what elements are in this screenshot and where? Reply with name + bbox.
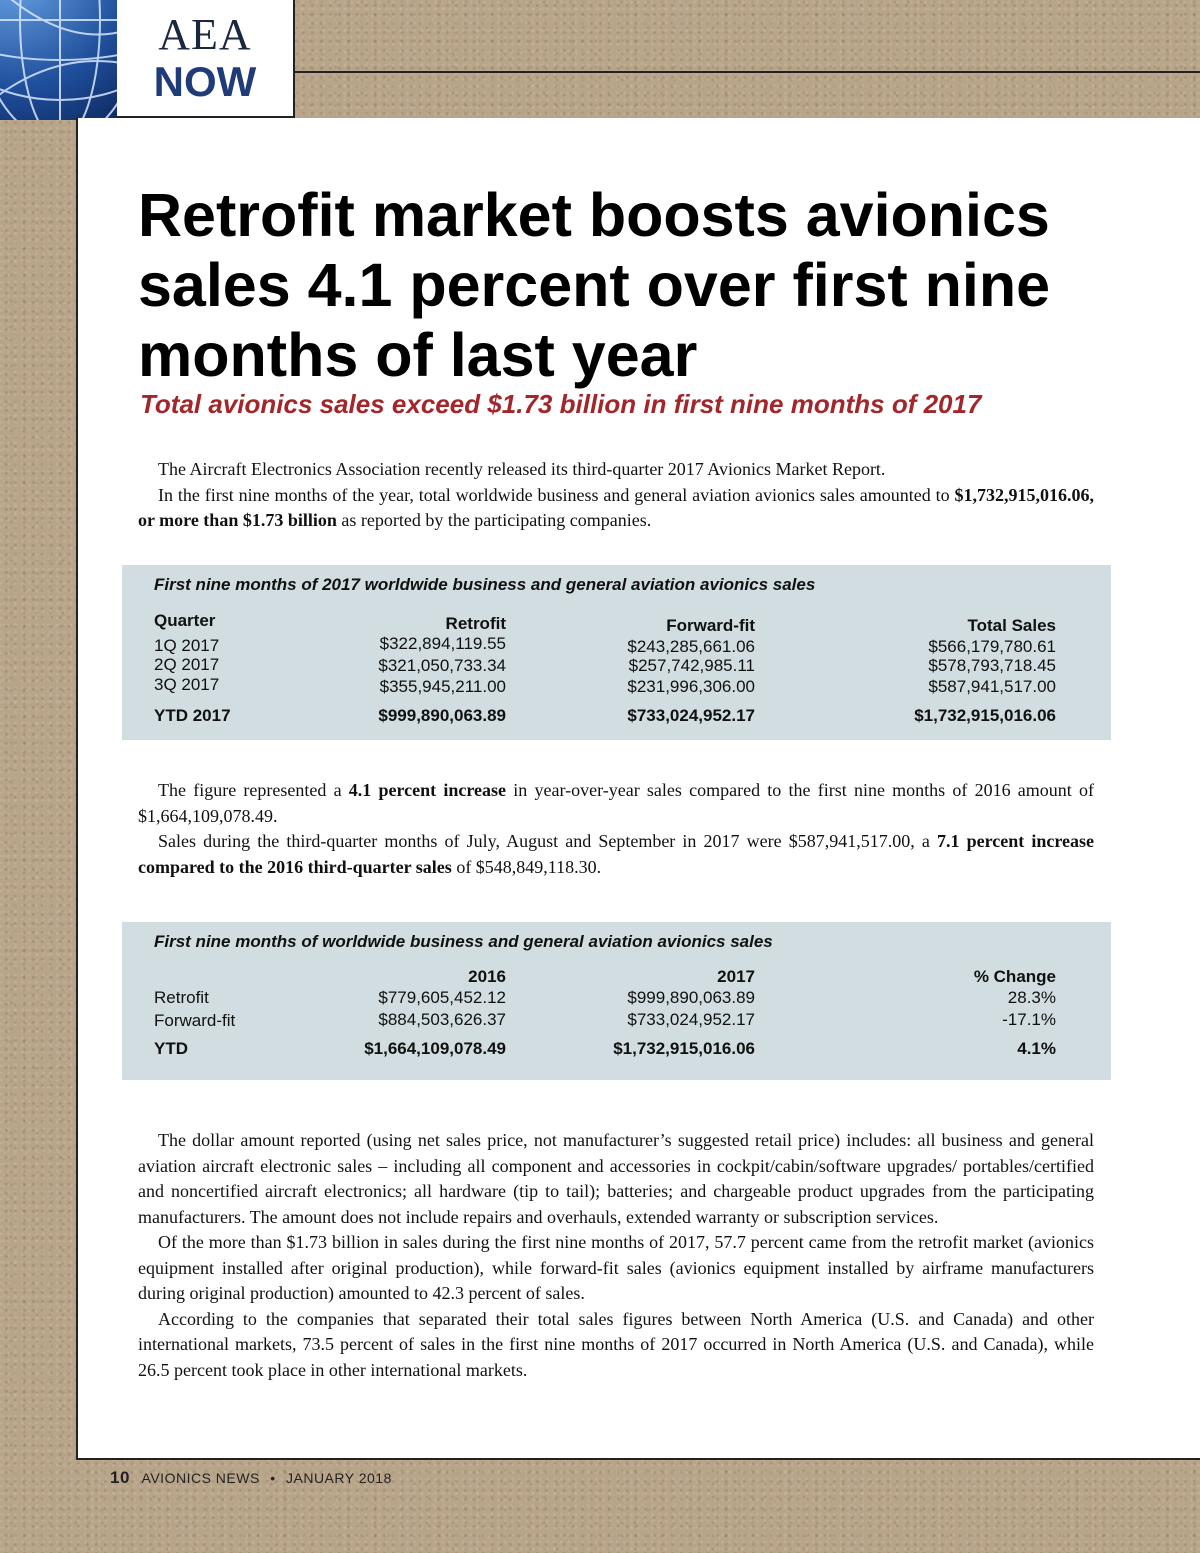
body-text <box>138 1128 1094 1383</box>
row-change: 28.3% <box>1007 988 1056 1007</box>
header-percent-change: % Change <box>973 967 1056 986</box>
ytd-change: 4.1% <box>1017 1039 1056 1058</box>
intro-text <box>138 457 1094 534</box>
header-retrofit: Retrofit <box>445 614 506 633</box>
row-label: Forward-fit <box>154 1011 236 1030</box>
ytd-total: $1,732,915,016.06 <box>914 706 1056 725</box>
header-2017: 2017 <box>717 967 755 986</box>
middle-paragraph-1: The figure represented a 4.1 percent increase in year-over-year sales compared to the first nine months of 2016 amount of $1,664,109,078.49. <box>138 780 1095 826</box>
row-retrofit: $321,050,733.34 <box>378 656 506 675</box>
issue-date: JANUARY 2018 <box>286 1470 392 1486</box>
row-retrofit: $322,894,119.55 <box>379 634 506 653</box>
logo-now-text: NOW <box>153 58 257 105</box>
ytd-2016: $1,664,109,078.49 <box>364 1039 506 1058</box>
row-change: -17.1% <box>1002 1010 1056 1029</box>
page-number: 10 <box>110 1468 130 1487</box>
row-2017: $999,890,063.89 <box>627 988 755 1007</box>
row-forward-fit: $257,742,985.11 <box>628 656 755 675</box>
ytd-2017: $1,732,915,016.06 <box>613 1039 755 1058</box>
aea-now-logo <box>117 0 295 118</box>
header-forward-fit: Forward-fit <box>666 616 755 635</box>
table-title: First nine months of worldwide business and general aviation avionics sales <box>154 932 773 951</box>
body-paragraph-2: Of the more than $1.73 billion in sales during the first nine months of 2017, 57.7 percent came from the retrofit market (avionics equipment installed after original production), while forward-fit sales (avionics equipment installed by airframe manufacturers during original production) amounted to 42.3 percent of sales. <box>138 1232 1094 1303</box>
logo-aea-text: AEA <box>158 10 252 59</box>
intro-paragraph-2: In the first nine months of the year, total worldwide business and general aviation avionics sales amounted to $1,732,915,016.06, or more than $1.73 billion as reported by the participating companies. <box>138 484 1094 530</box>
headline: Retrofit market boosts avionics sales 4.1 percent over first nine months of last year <box>138 181 1051 389</box>
row-forward-fit: $243,285,661.06 <box>627 637 755 656</box>
header-rule <box>295 71 1200 73</box>
header-quarter: Quarter <box>154 611 216 630</box>
middle-paragraph-2: Sales during the third-quarter months of July, August and September in 2017 were $587,941,517.00, a 7.1 percent increase compared to the 2016 third-quarter sales of $548,849,118.30. <box>138 831 1094 877</box>
row-label: 2Q 2017 <box>154 655 220 674</box>
page-footer <box>110 1468 392 1488</box>
intro-paragraph-1: The Aircraft Electronics Association recently released its third-quarter 2017 Avionics Market Report. <box>158 459 886 479</box>
body-paragraph-3: According to the companies that separated their total sales figures between North America (U.S. and Canada) and other international markets, 73.5 percent of sales in the first nine months of 2017 occurred in North America (U.S. and Canada), while 26.5 percent took place in other international markets. <box>138 1308 1094 1380</box>
row-total: $578,793,718.45 <box>928 656 1056 675</box>
row-2016: $884,503,626.37 <box>378 1010 506 1029</box>
subheadline: Total avionics sales exceed $1.73 billion in first nine months of 2017 <box>140 389 982 419</box>
ytd-retrofit: $999,890,063.89 <box>378 706 506 725</box>
row-total: $587,941,517.00 <box>928 677 1056 696</box>
ytd-forward-fit: $733,024,952.17 <box>627 706 755 725</box>
middle-text <box>138 778 1094 880</box>
row-total: $566,179,780.61 <box>928 637 1056 656</box>
row-label: Retrofit <box>154 988 209 1007</box>
quarterly-sales-table <box>122 565 1111 740</box>
row-retrofit: $355,945,211.00 <box>379 677 506 696</box>
row-2016: $779,605,452.12 <box>378 988 506 1007</box>
ytd-label: YTD <box>154 1039 188 1058</box>
ytd-label: YTD 2017 <box>154 706 231 725</box>
annual-comparison-table <box>122 922 1111 1080</box>
header-total-sales: Total Sales <box>967 616 1056 635</box>
table-title: First nine months of 2017 worldwide business and general aviation avionics sales <box>154 575 816 594</box>
row-2017: $733,024,952.17 <box>627 1010 755 1029</box>
row-label: 1Q 2017 <box>154 636 220 655</box>
body-paragraph-1: The dollar amount reported (using net sales price, not manufacturer’s suggested retail price) includes: all business and general aviation aircraft electronic sales – including all component and accessories in cockpit/cabin/software upgrades/ portables/certified and noncertified aircraft electronics; all hardware (tip to tail); batteries; and chargeable product upgrades from the participating manufacturers. The amount does not include repairs and overhauls, extended warranty or subscription services. <box>138 1130 1094 1227</box>
row-label: 3Q 2017 <box>154 675 220 694</box>
header-2016: 2016 <box>468 967 506 986</box>
publication-name: AVIONICS NEWS <box>141 1470 260 1486</box>
footer-separator: • <box>270 1470 276 1486</box>
row-forward-fit: $231,996,306.00 <box>627 677 755 696</box>
